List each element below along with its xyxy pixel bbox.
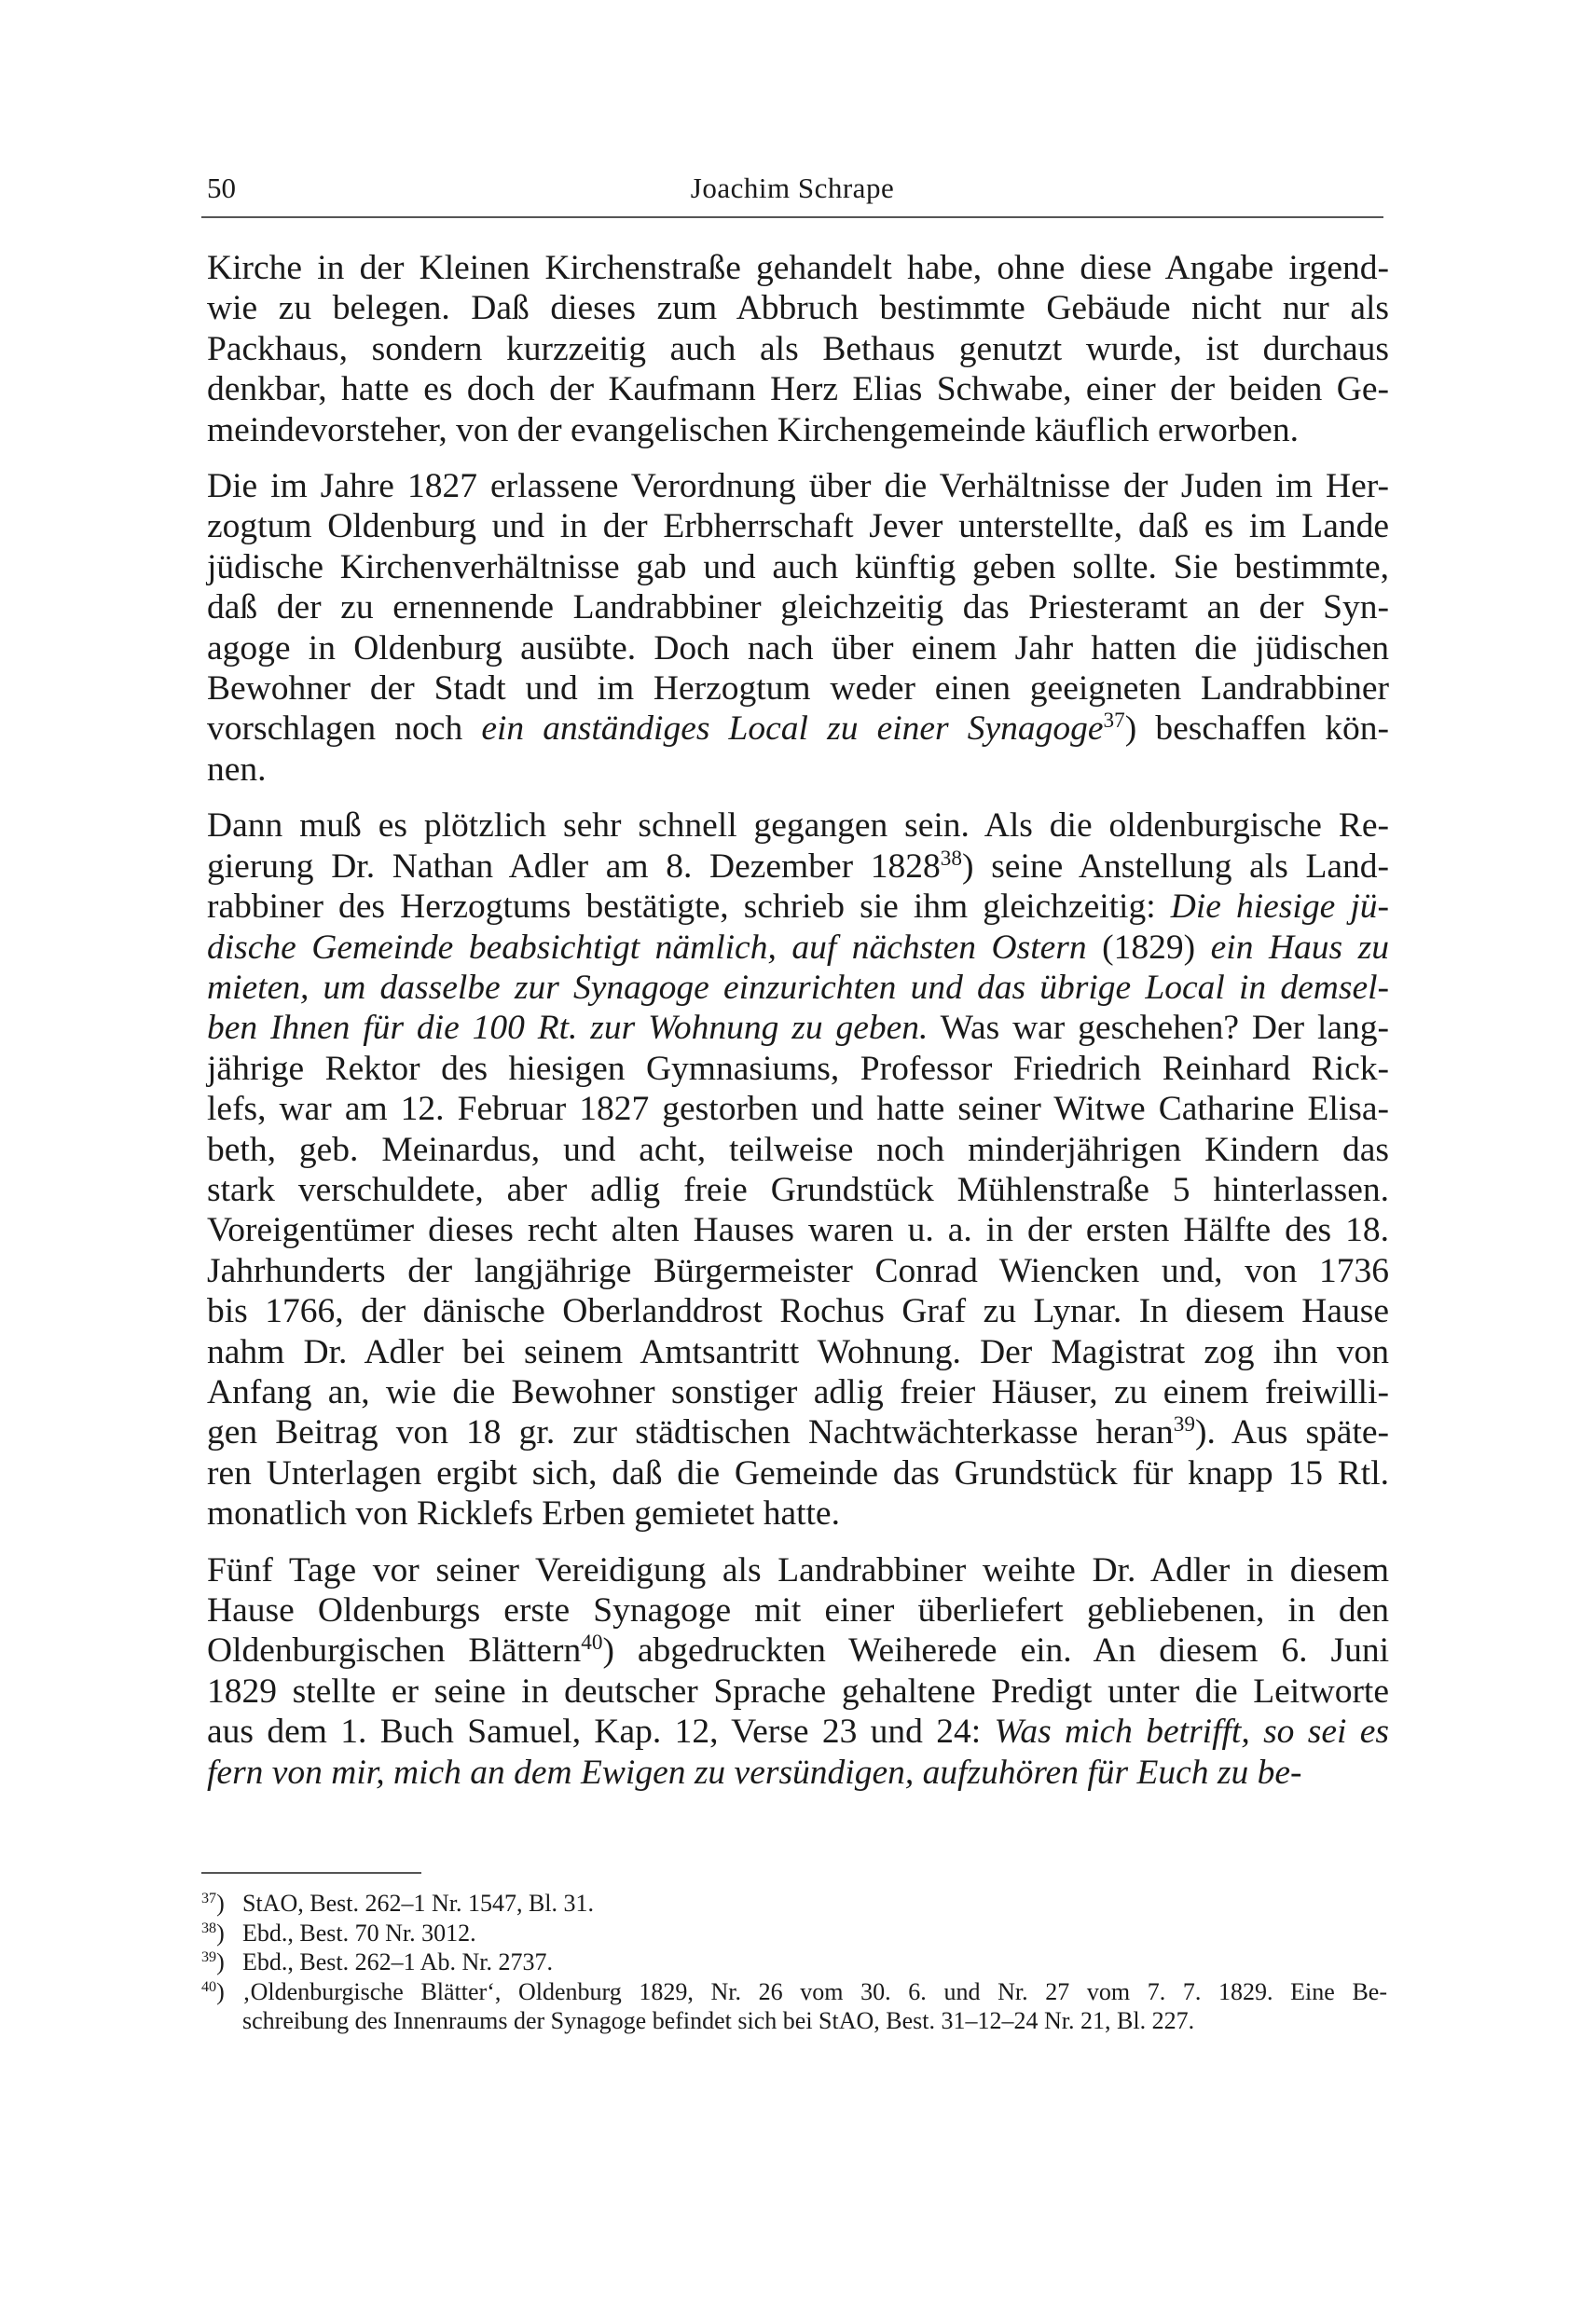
text-line: [207, 369, 1389, 409]
text-segment: 1829 stellte er seine in deutscher Sprache gehaltene Predigt unter die Leitworte: [207, 1672, 1389, 1711]
text-segment: rabbiner des Herzogtums bestätigte, schrieb sie ihm gleichzeitig:: [207, 888, 1171, 927]
text-segment: nahm Dr. Adler bei seinem Amtsantritt Wohnung. Der Magistrat zog ihn von: [207, 1332, 1389, 1371]
text-line: [207, 506, 1389, 546]
text-line: [207, 1372, 1389, 1412]
text-line: [207, 1753, 1389, 1793]
footnote-text: [242, 1919, 1387, 1948]
footnote-line: ‚Oldenburgische Blätter‘, Oldenburg 1829, Nr. 26 vom 30. 6. und Nr. 27 vom 7. 7. 1829. Eine Be-: [242, 1977, 1387, 2005]
text-line: [207, 968, 1389, 1008]
footnote-number-value: 39: [201, 1949, 217, 1966]
running-head: Joachim Schrape: [690, 172, 895, 204]
paragraph: [207, 466, 1389, 790]
text-line: [207, 466, 1389, 506]
text-line: [207, 1590, 1389, 1631]
text-segment: Was war geschehen? Der lang-: [928, 1009, 1389, 1048]
text-line: [207, 1170, 1389, 1210]
italic-text: ein Haus zu: [1210, 928, 1389, 967]
footnote: [201, 1977, 1387, 2036]
text-segment: Oldenburgischen Blättern: [207, 1631, 582, 1671]
paragraph: [207, 805, 1389, 1534]
text-line: [207, 410, 1389, 450]
footnote-text: [242, 1947, 1387, 1977]
text-line: [207, 1089, 1389, 1129]
text-line: [207, 628, 1389, 668]
footnotes: [201, 1889, 1387, 2036]
text-segment: Kirche in der Kleinen Kirchenstraße gehandelt habe, ohne diese Angabe irgend-: [207, 249, 1389, 287]
footnote-line: StAO, Best. 262–1 Nr. 1547, Bl. 31.: [242, 1890, 595, 1917]
text-segment: bis 1766, der dänische Oberlanddrost Rochus Graf zu Lynar. In diesem Hause: [207, 1292, 1389, 1331]
text-line: [207, 1412, 1389, 1452]
text-line: [207, 750, 1389, 790]
text-segment: gen Beitrag von 18 gr. zur städtischen Nachtwächterkasse heran: [207, 1413, 1174, 1452]
text-segment: ) beschaffen kön-: [1124, 709, 1389, 749]
text-line: [207, 1493, 1389, 1534]
text-segment: nen.: [207, 750, 267, 789]
page-header: [201, 168, 1383, 218]
footnote: [201, 1889, 1387, 1919]
footnote-number-value: 37: [201, 1891, 217, 1907]
text-line: [207, 587, 1389, 627]
text-segment: Die im Jahre 1827 erlassene Verordnung über die Verhältnisse der Juden im Her-: [207, 467, 1389, 506]
text-line: [207, 1672, 1389, 1712]
text-segment: Packhaus, sondern kurzzeitig auch als Bethaus genutzt wurde, ist durchaus: [207, 329, 1389, 368]
italic-text: Was mich betrifft, so sei es: [994, 1713, 1389, 1752]
text-line: [207, 1130, 1389, 1170]
text-line: [207, 1008, 1389, 1048]
italic-text: mieten, um dasselbe zur Synagoge einzurichten und das übrige Local in demsel-: [207, 968, 1389, 1007]
text-segment: wie zu belegen. Daß dieses zum Abbruch bestimmte Gebäude nicht nur als: [207, 289, 1389, 328]
text-line: [207, 1291, 1389, 1331]
text-line: [207, 805, 1389, 846]
text-segment: ) seine Anstellung als Land-: [962, 846, 1390, 886]
footnote-separator: [201, 1872, 421, 1874]
footnote-line: schreibung des Innenraums der Synagoge befindet sich bei StAO, Best. 31–12–24 Nr. 21, Bl. 227.: [242, 2007, 1195, 2034]
footnote-number: $^{39}$): [201, 1948, 225, 1975]
footnote-number-value: 40: [201, 1978, 217, 1995]
footnote-number: $^{37}$): [201, 1890, 225, 1917]
text-segment: (1829): [1086, 928, 1211, 967]
text-segment: ) abgedruckten Weiherede ein. An diesem 6. Juni: [602, 1631, 1389, 1671]
text-line: [207, 1210, 1389, 1250]
text-line: [207, 1251, 1389, 1291]
footnote-text: [242, 1977, 1387, 2036]
footnote-number: $^{38}$): [201, 1919, 225, 1947]
footnote-line: Ebd., Best. 262–1 Ab. Nr. 2737.: [242, 1948, 553, 1975]
page-number: 50: [207, 172, 236, 204]
footnote-line: Ebd., Best. 70 Nr. 3012.: [242, 1919, 476, 1947]
text-line: [207, 248, 1389, 288]
footnote-number-value: 38: [201, 1920, 217, 1936]
text-segment: meindevorsteher, von der evangelischen Kirchengemeinde käuflich erworben.: [207, 410, 1299, 449]
text-line: [207, 928, 1389, 968]
text-segment: agoge in Oldenburg ausübte. Doch nach über einem Jahr hatten die jüdischen: [207, 628, 1389, 667]
text-segment: Hause Oldenburgs erste Synagoge mit einer überliefert gebliebenen, in den: [207, 1591, 1389, 1630]
footnote-reference: 37: [1103, 709, 1125, 734]
text-line: [207, 1550, 1389, 1590]
text-segment: vorschlagen noch: [207, 709, 482, 749]
footnote-reference: 40: [581, 1631, 603, 1656]
italic-text: Die hiesige jü-: [1170, 888, 1389, 927]
paragraph: [207, 248, 1389, 450]
text-segment: Jahrhunderts der langjährige Bürgermeister Conrad Wiencken und, von 1736: [207, 1251, 1389, 1290]
footnote-text: [242, 1889, 1387, 1919]
italic-text: fern von mir, mich an dem Ewigen zu versündigen, aufzuhören für Euch zu be-: [207, 1753, 1302, 1792]
text-segment: gierung Dr. Nathan Adler am 8. Dezember 1828: [207, 846, 941, 886]
text-line: [207, 547, 1389, 587]
footnote: [201, 1947, 1387, 1977]
text-segment: zogtum Oldenburg und in der Erbherrschaft Jever unterstellte, daß es im Lande: [207, 507, 1389, 546]
text-segment: Bewohner der Stadt und im Herzogtum weder einen geeigneten Landrabbiner: [207, 669, 1389, 709]
text-segment: monatlich von Ricklefs Erben gemietet hatte.: [207, 1494, 840, 1534]
text-segment: Dann muß es plötzlich sehr schnell gegangen sein. Als die oldenburgische Re-: [207, 806, 1389, 846]
text-line: [207, 1712, 1389, 1752]
text-line: [207, 846, 1389, 887]
text-line: [207, 709, 1389, 749]
text-segment: beth, geb. Meinardus, und acht, teilweise noch minderjährigen Kindern das: [207, 1130, 1389, 1169]
text-segment: lefs, war am 12. Februar 1827 gestorben und hatte seiner Witwe Catharine Elisa-: [207, 1090, 1389, 1129]
footnote-reference: 39: [1173, 1412, 1196, 1438]
text-segment: Anfang an, wie die Bewohner sonstiger adlig freier Häuser, zu einem freiwilli-: [207, 1372, 1389, 1411]
text-segment: aus dem 1. Buch Samuel, Kap. 12, Verse 23 und 24:: [207, 1713, 995, 1752]
text-segment: daß der zu ernennende Landrabbiner gleichzeitig das Priesteramt an der Syn-: [207, 588, 1389, 627]
text-line: [207, 329, 1389, 369]
text-segment: denkbar, hatte es doch der Kaufmann Herz Elias Schwabe, einer der beiden Ge-: [207, 370, 1389, 409]
italic-text: ben Ihnen für die 100 Rt. zur Wohnung zu geben.: [207, 1009, 929, 1048]
paragraph: [207, 1550, 1389, 1793]
text-segment: Fünf Tage vor seiner Vereidigung als Landrabbiner weihte Dr. Adler in diesem: [207, 1550, 1389, 1590]
text-line: [207, 887, 1389, 927]
text-segment: jüdische Kirchenverhältnisse gab und auch künftig geben sollte. Sie bestimmte,: [207, 547, 1389, 586]
text-line: [207, 288, 1389, 328]
text-line: [207, 1453, 1389, 1493]
footnote: [201, 1919, 1387, 1948]
footnote-reference: 38: [940, 846, 963, 871]
body-text: [207, 248, 1389, 1793]
italic-text: dische Gemeinde beabsichtigt nämlich, auf nächsten Ostern: [207, 928, 1087, 967]
italic-text: ein anständiges Local zu einer Synagoge: [481, 709, 1104, 749]
text-segment: ). Aus späte-: [1195, 1413, 1389, 1452]
text-line: [207, 668, 1389, 709]
text-line: [207, 1332, 1389, 1372]
text-line: [207, 1631, 1389, 1671]
footnote-number: $^{40}$): [201, 1977, 225, 2005]
text-line: [207, 1049, 1389, 1089]
text-segment: stark verschuldete, aber adlig freie Grundstück Mühlenstraße 5 hinterlassen.: [207, 1170, 1389, 1209]
text-segment: jährige Rektor des hiesigen Gymnasiums, Professor Friedrich Reinhard Rick-: [207, 1049, 1389, 1088]
text-segment: Voreigentümer dieses recht alten Hauses waren u. a. in der ersten Hälfte des 18.: [207, 1211, 1389, 1250]
text-segment: ren Unterlagen ergibt sich, daß die Gemeinde das Grundstück für knapp 15 Rtl.: [207, 1453, 1389, 1493]
